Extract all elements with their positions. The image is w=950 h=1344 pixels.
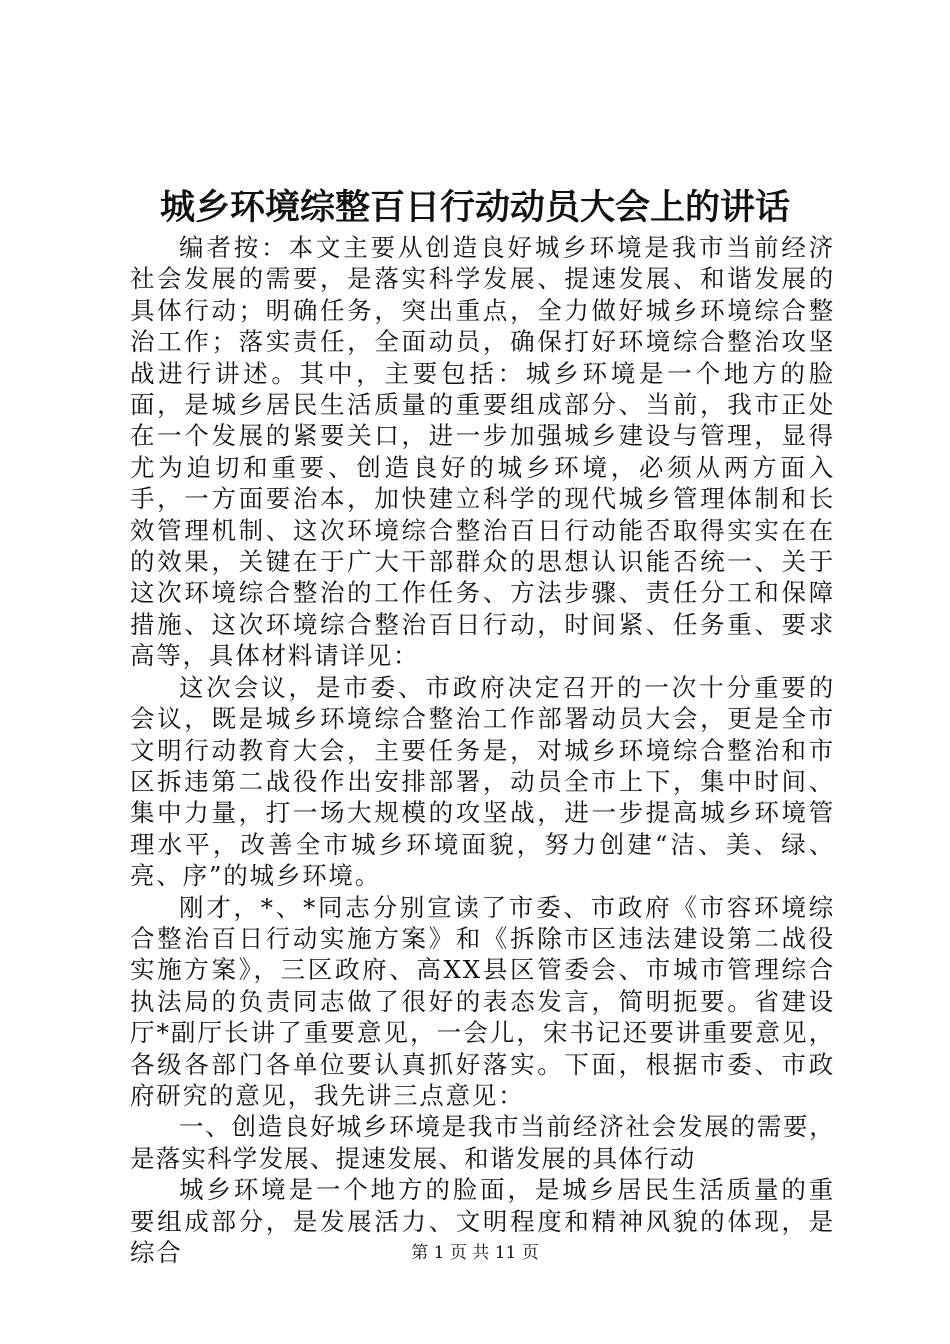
document-title: 城乡环境综整百日行动动员大会上的讲话 — [159, 187, 790, 228]
page-number: 第 1 页 共 11 页 — [411, 1243, 539, 1263]
body-paragraph: 城乡环境是一个地方的脸面，是城乡居民生活质量的重要组成部分，是发展活力、文明程度和精神风貌的体现，是综合 — [130, 1175, 835, 1267]
section-heading: 一、创造良好城乡环境是我市当前经济社会发展的需要，是落实科学发展、提速发展、和谐发展的具体行动 — [130, 1112, 835, 1173]
body-paragraph: 这次会议，是市委、市政府决定召开的一次十分重要的会议，既是城乡环境综合整治工作部署动员大会，更是全市文明行动教育大会，主要任务是，对城乡环境综合整治和市区拆违第二战役作出安排部署，动员全市上下，集中时间、集中力量，打一场大规模的攻坚战，进一步提高城乡环境管理水平，改善全市城乡环境面貌，努力创建“洁、美、绿、亮、序”的城乡环境。 — [130, 672, 835, 891]
body-paragraph: 刚才，*、*同志分别宣读了市委、市政府《市容环境综合整治百日行动实施方案》和《拆除市区违法建设第二战役实施方案》，三区政府、高XX县区管委会、市城市管理综合执法局的负责同志做了很好的表态发言，简明扼要。省建设厅*副厅长讲了重要意见，一会儿，宋书记还要讲重要意见，各级各部门各单位要认真抓好落实。下面，根据市委、市政府研究的意见，我先讲三点意见： — [130, 892, 835, 1110]
editor-note-paragraph: 编者按：本文主要从创造良好城乡环境是我市当前经济社会发展的需要，是落实科学发展、提速发展、和谐发展的具体行动；明确任务，突出重点，全力做好城乡环境综合整治工作；落实责任，全面动员，确保打好环境综合整治攻坚战进行讲述。其中，主要包括：城乡环境是一个地方的脸面，是城乡居民生活质量的重要组成部分、当前，我市正处在一个发展的紧要关口，进一步加强城乡建设与管理，显得尤为迫切和重要、创造良好的城乡环境，必须从两方面入手，一方面要治本，加快建立科学的现代城乡管理体制和长效管理机制、这次环境综合整治百日行动能否取得实实在在的效果，关键在于广大干部群众的思想认识能否统一、关于这次环境综合整治的工作任务、方法步骤、责任分工和保障措施、这次环境综合整治百日行动，时间紧、任务重、要求高等，具体材料请详见： — [130, 233, 835, 671]
document-body — [130, 232, 835, 1268]
